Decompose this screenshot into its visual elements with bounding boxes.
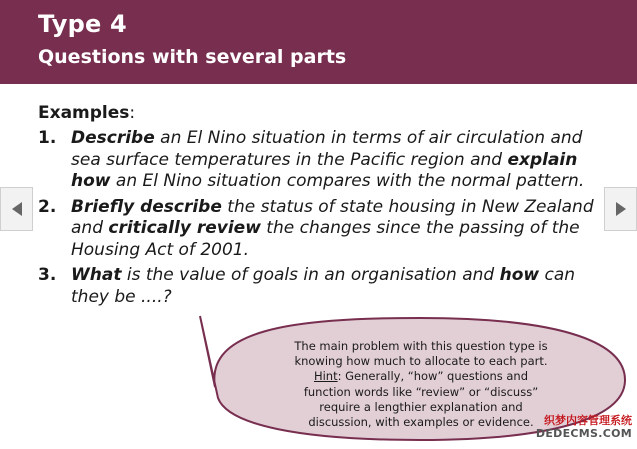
callout-line: discussion, with examples or evidence. (308, 415, 534, 430)
callout-line: function words like “review” or “discuss” (303, 384, 539, 399)
watermark-line: 织梦内容管理系统 (544, 414, 632, 427)
item-number: 2. (38, 196, 57, 217)
item-text: an El Nino situation in terms of air circulation and sea surface temperatures in the Pacific region and (71, 128, 583, 170)
examples-label: Examples (38, 103, 130, 123)
item-keyword: What (71, 265, 122, 285)
item-keyword: how (499, 265, 540, 285)
item-text: the status of state housing in New Zealand and (71, 196, 594, 238)
watermark (528, 414, 632, 440)
item-number: 3. (38, 265, 57, 285)
item-keyword: critically review (108, 218, 261, 238)
item-keyword: explain how (71, 149, 578, 191)
item-text: the changes since the passing of the Housing Act of 2001. (71, 218, 580, 260)
callout-line (262, 369, 580, 384)
item-number: 1. (38, 128, 57, 148)
slide-subtitle: Questions with several parts (38, 46, 347, 68)
watermark-line: DEDECMS.COM (535, 427, 632, 440)
item-keyword: Briefly describe (71, 196, 222, 217)
hint-label: Hint (313, 369, 338, 384)
examples-colon: : (129, 103, 136, 123)
slide-title: Type 4 (38, 10, 127, 38)
hint-text: : Generally, “how” questions and (337, 369, 529, 384)
callout-line: require a lengthier explanation and (319, 399, 523, 414)
item-text: an El Nino situation compares with the normal pattern. (110, 171, 585, 191)
callout-line: knowing how much to allocate to each part. (294, 354, 548, 369)
item-text: can they be ....? (71, 265, 576, 307)
item-keyword: Describe (71, 128, 155, 148)
callout-line: The main problem with this question type is (294, 339, 548, 353)
item-text: is the value of goals in an organisation and (121, 265, 500, 285)
